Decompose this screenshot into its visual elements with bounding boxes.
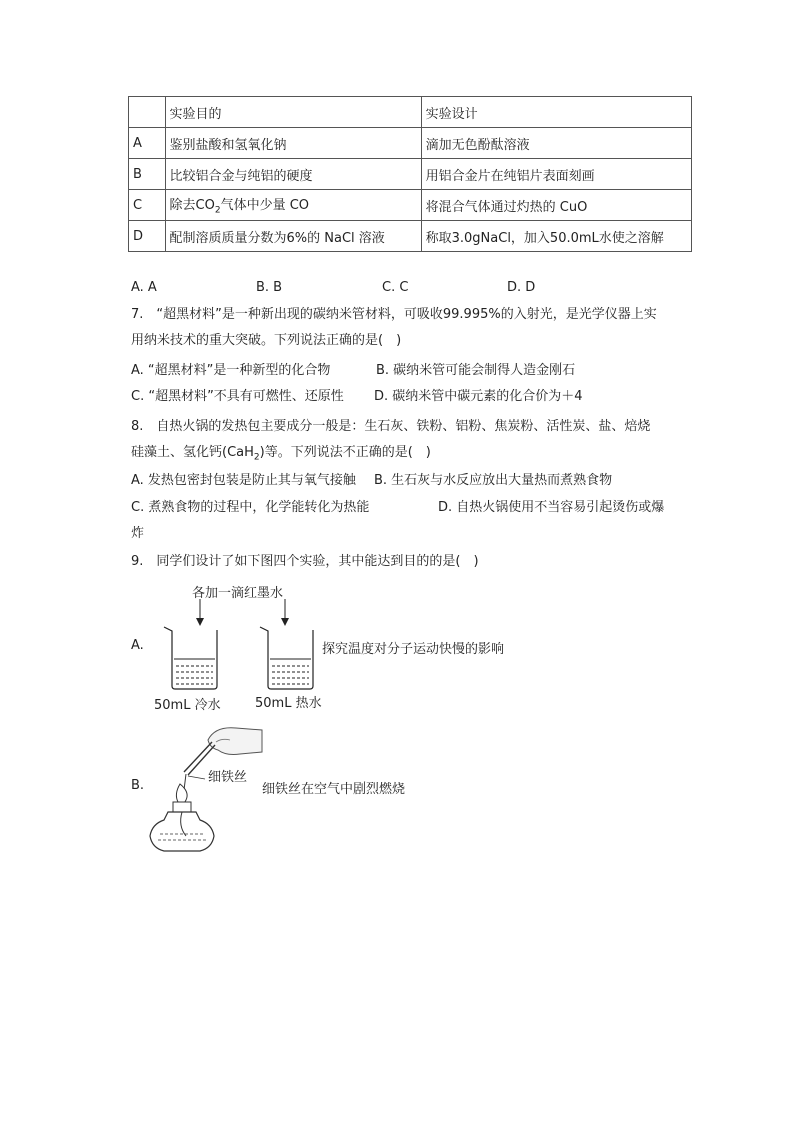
row-design: 称取3.0gNaCl，加入50.0mL水使之溶解 — [421, 221, 691, 252]
q8-option-a: A. 发热包密封包装是防止其与氧气接触 — [131, 473, 356, 488]
fig-a-left-label: 50mL 冷水 — [154, 698, 221, 713]
row-design: 将混合气体通过灼热的 CuO — [421, 190, 691, 221]
drop-arrow-left-icon — [196, 599, 204, 626]
subscript: 2 — [253, 452, 260, 463]
row-goal: 鉴别盐酸和氢氧化钠 — [165, 128, 421, 159]
q8-option-c: C. 煮熟食物的过程中，化学能转化为热能 — [131, 500, 370, 515]
fig-a-letter: A. — [131, 638, 144, 653]
row-key: C — [129, 190, 166, 221]
q7-option-b: B. 碳纳米管可能会制得人造金刚石 — [376, 363, 576, 378]
q8-option-d-continued: 炸 — [131, 526, 145, 541]
row-design: 滴加无色酚酞溶液 — [421, 128, 691, 159]
fig-a-top-label: 各加一滴红墨水 — [192, 586, 284, 601]
q8-option-d: D. 自热火锅使用不当容易引起烫伤或爆 — [438, 500, 665, 515]
subscript: 2 — [214, 205, 221, 216]
fig-b-wire-label: 细铁丝 — [208, 770, 248, 785]
stem-text: )等。下列说法不正确的是( ) — [259, 445, 431, 460]
row-goal: 配制溶质质量分数为6%的 NaCl 溶液 — [165, 221, 421, 252]
q7-stem-line1: 7. “超黑材料”是一种新出现的碳纳米管材料，可吸收99.995%的入射光，是光学仪器上实 — [131, 307, 657, 322]
q7-option-a: A. “超黑材料”是一种新型的化合物 — [131, 363, 331, 378]
q9-stem: 9. 同学们设计了如下图四个实验，其中能达到目的的是( ) — [131, 554, 479, 569]
hot-water-beaker-icon — [260, 627, 313, 689]
q7-stem-line2: 用纳米技术的重大突破。下列说法正确的是( ) — [131, 333, 402, 348]
goal-text: 除去CO — [169, 198, 215, 214]
fig-b-description: 细铁丝在空气中剧烈燃烧 — [262, 782, 406, 797]
row-key: D — [129, 221, 166, 252]
fig-b-letter: B. — [131, 778, 145, 793]
q7-option-c: C. “超黑材料”不具有可燃性、还原性 — [131, 389, 344, 404]
row-design: 用铝合金片在纯铝片表面刻画 — [421, 159, 691, 190]
cold-water-beaker-icon — [164, 627, 217, 689]
fig-a-description: 探究温度对分子运动快慢的影响 — [322, 642, 505, 657]
q6-option-d: D. D — [507, 280, 536, 295]
fig-a-right-label: 50mL 热水 — [255, 696, 322, 711]
row-goal: 比较铝合金与纯铝的硬度 — [165, 159, 421, 190]
goal-text: 气体中少量 CO — [220, 198, 310, 214]
drop-arrow-right-icon — [281, 599, 289, 626]
q6-option-b: B. B — [256, 280, 283, 295]
header-cell-design: 实验设计 — [421, 97, 691, 128]
header-cell-goal: 实验目的 — [165, 97, 421, 128]
q8-option-b: B. 生石灰与水反应放出大量热而煮熟食物 — [374, 473, 613, 488]
row-key: A — [129, 128, 166, 159]
row-key: B — [129, 159, 166, 190]
q6-option-a: A. A — [131, 280, 157, 295]
q8-stem-line1: 8. 自热火锅的发热包主要成分一般是：生石灰、铁粉、铝粉、焦炭粉、活性炭、盐、焙烧 — [131, 419, 651, 434]
stem-text: 硅藻土、氢化钙(CaH — [131, 445, 254, 460]
alcohol-lamp-icon — [150, 784, 214, 851]
q7-option-d: D. 碳纳米管中碳元素的化合价为＋4 — [374, 389, 583, 404]
q6-option-c: C. C — [382, 280, 409, 295]
